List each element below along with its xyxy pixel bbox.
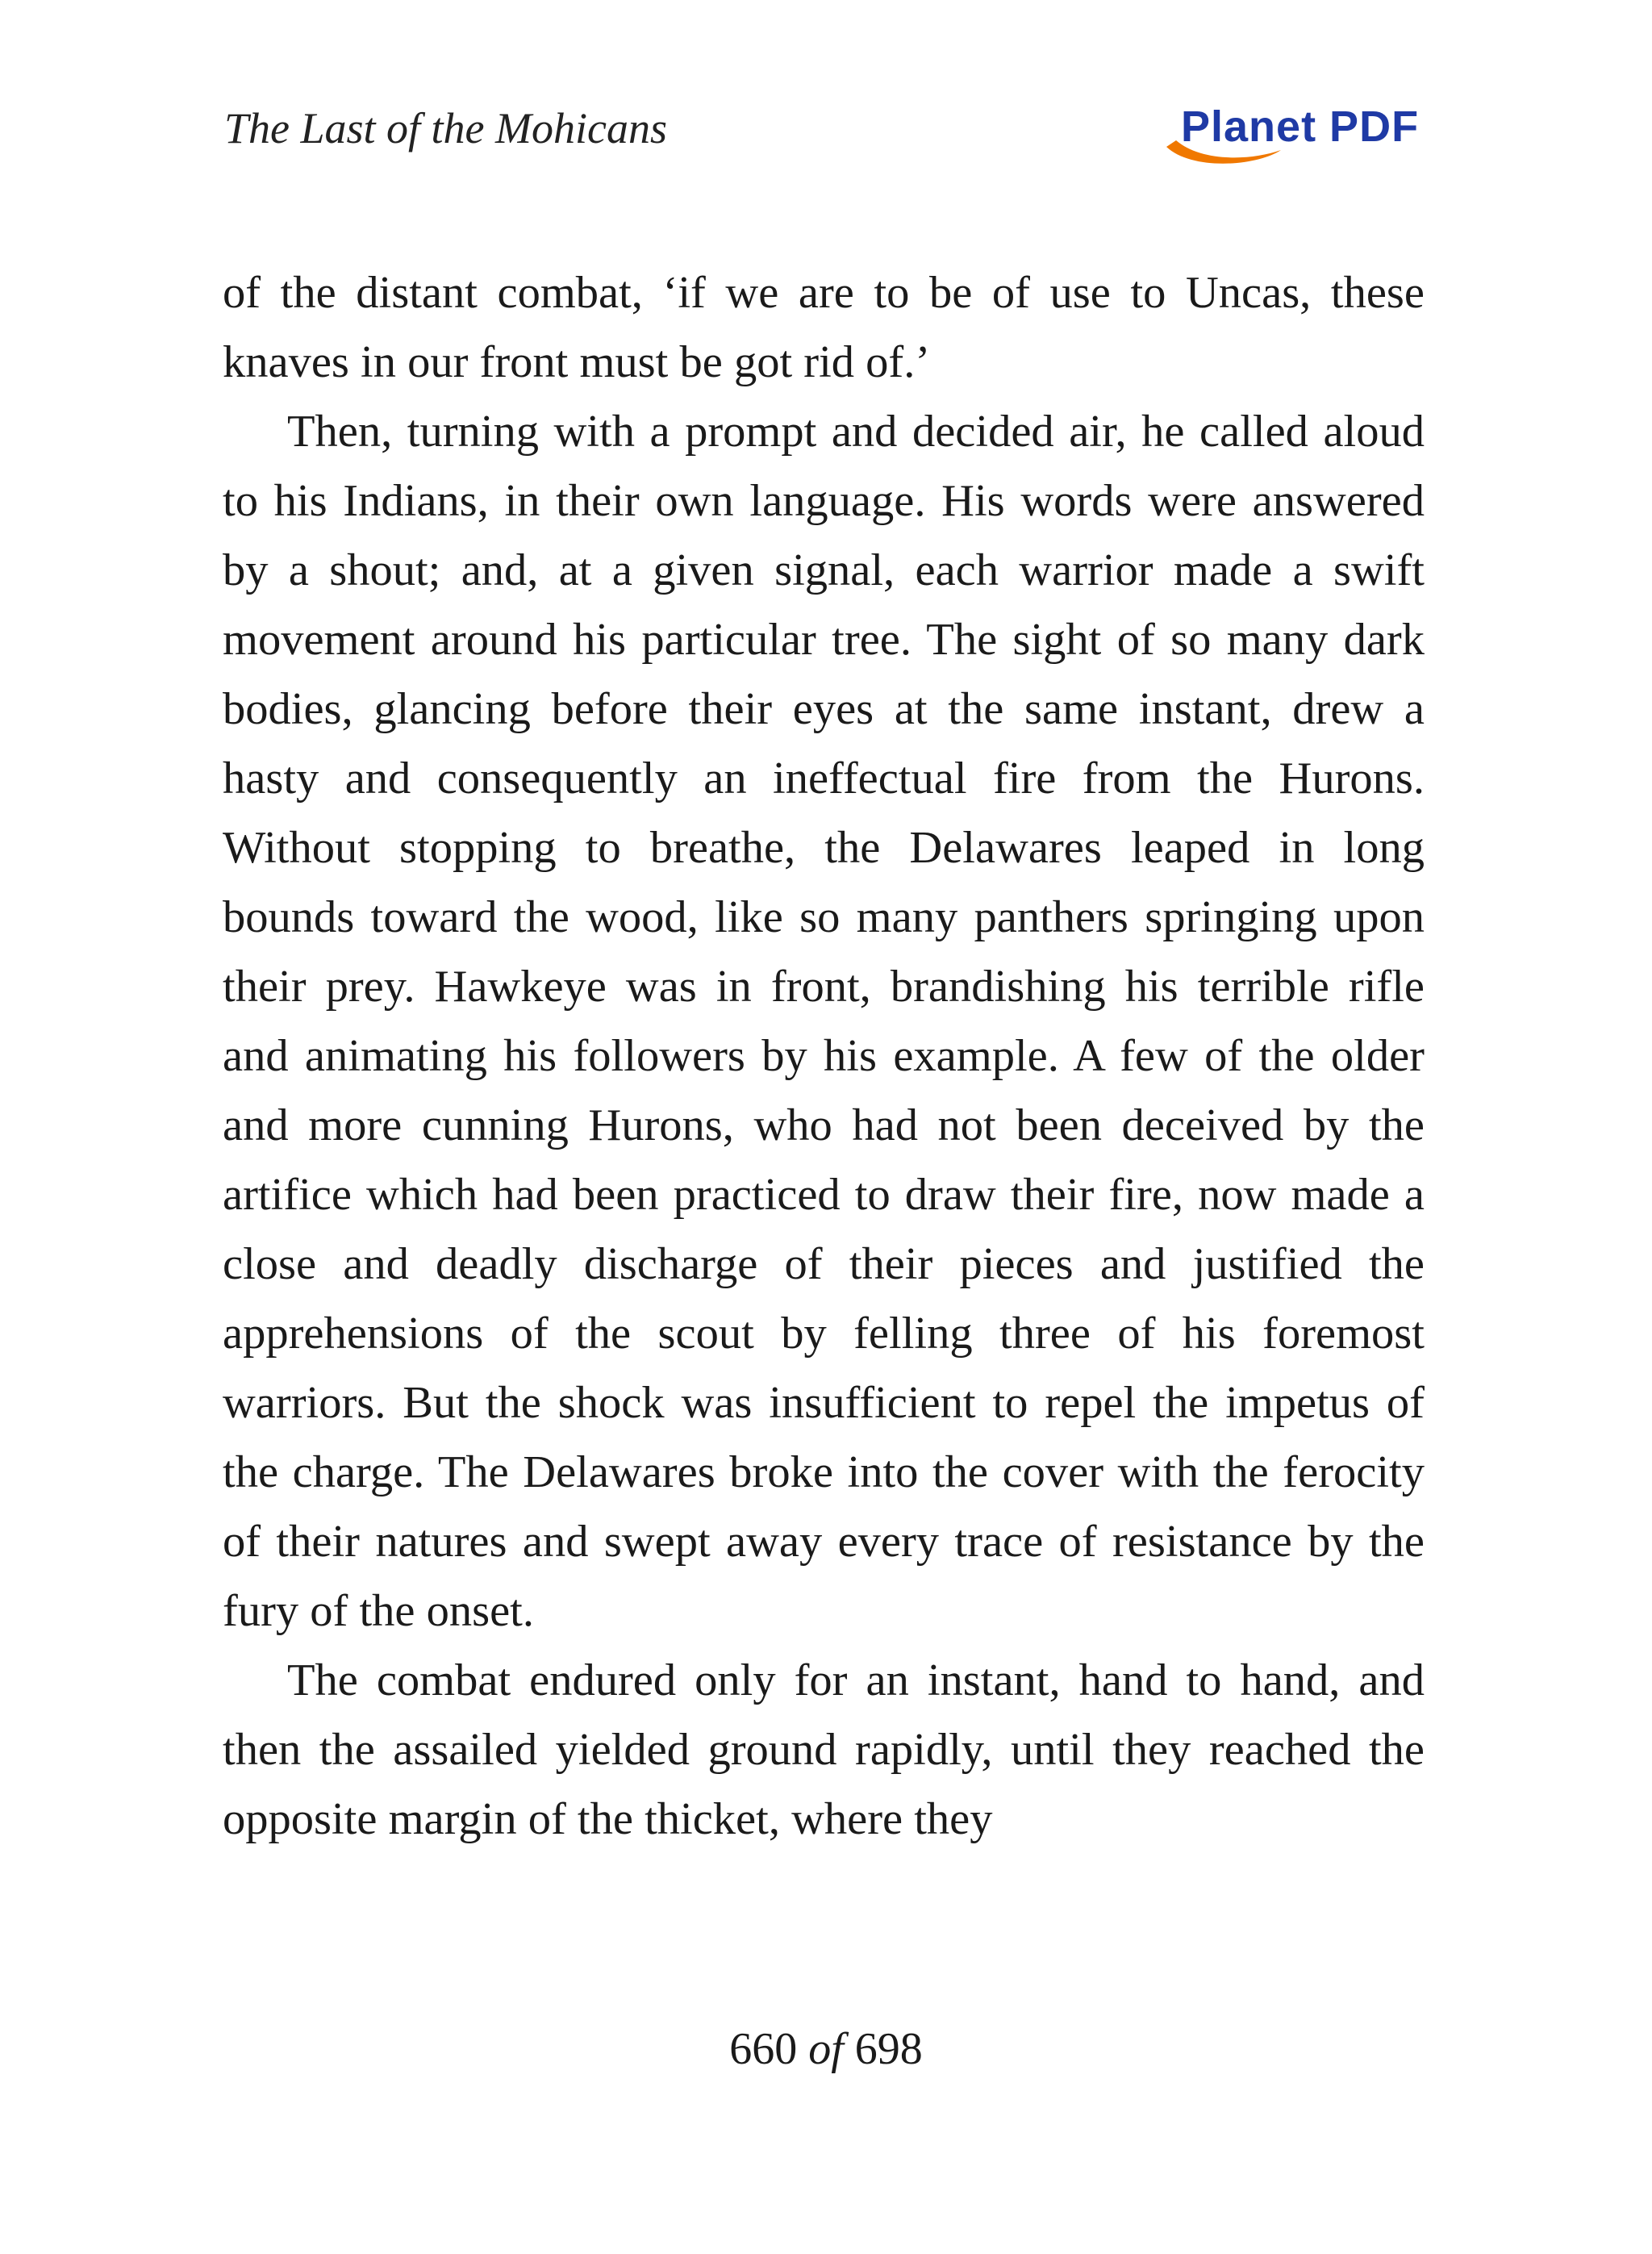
- planet-pdf-logo: [1160, 97, 1434, 169]
- paragraph: of the distant combat, ‘if we are to be of use to Uncas, these knaves in our front must be got rid of.’: [223, 268, 1425, 387]
- page-number: [0, 2023, 1652, 2075]
- book-title: The Last of the Mohicans: [224, 104, 667, 152]
- total-pages: 698: [854, 2024, 923, 2074]
- body-text: [223, 258, 1425, 1854]
- paragraph: The combat endured only for an instant, hand to hand, and then the assailed yielded ground rapidly, until they reached the opposite margin of the thicket, where they: [223, 1655, 1425, 1844]
- page-of-label: of: [808, 2024, 844, 2074]
- logo-text: Planet PDF: [1181, 102, 1420, 151]
- paragraph: Then, turning with a prompt and decided air, he called aloud to his Indians, in their own language. His words were answered by a shout; and, at a given signal, each warrior made a swift movement around his particular tree. The sight of so many dark bodies, glancing before their eyes at the same instant, drew a hasty and consequently an ineffectual fire from the Hurons. Without stopping to breathe, the Delawares leaped in long bounds toward the wood, like so many panthers springing upon their prey. Hawkeye was in front, brandishing his terrible rifle and animating his followers by his example. A few of the older and more cunning Hurons, who had not been deceived by the artifice which had been practiced to draw their fire, now made a close and deadly discharge of their pieces and justified the apprehensions of the scout by felling three of his foremost warriors. But the shock was insufficient to repel the impetus of the charge. The Delawares broke into the cover with the ferocity of their natures and swept away every trace of resistance by the fury of the onset.: [223, 407, 1425, 1636]
- current-page: 660: [729, 2024, 798, 2074]
